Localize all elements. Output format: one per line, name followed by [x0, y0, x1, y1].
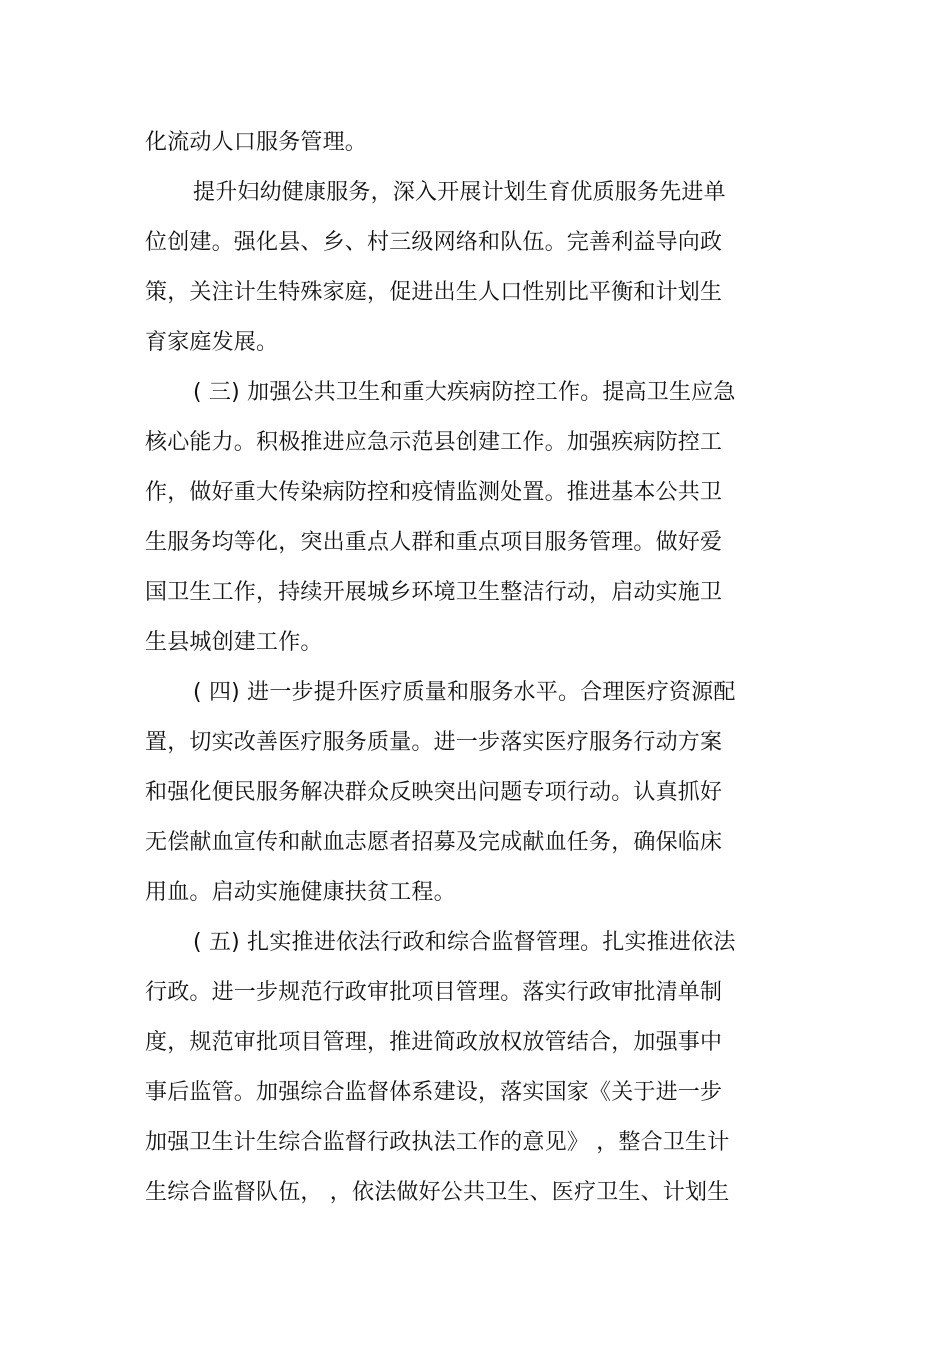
text-line: 用血。启动实施健康扶贫工程。 [145, 880, 456, 905]
text-line: 置，切实改善医疗服务质量。进一步落实医疗服务行动方案 [145, 730, 723, 755]
text-line: 策，关注计生特殊家庭，促进出生人口性别比平衡和计划生 [145, 280, 723, 305]
text-line: 提升妇幼健康服务，深入开展计划生育优质服务先进单 [193, 180, 726, 205]
text-line: 生综合监督队伍， ，依法做好公共卫生、医疗卫生、计划生 [145, 1180, 730, 1205]
text-line: ( 五) 扎实推进依法行政和综合监督管理。扎实推进依法 [193, 930, 736, 955]
text-line: 位创建。强化县、乡、村三级网络和队伍。完善利益导向政 [145, 230, 723, 255]
text-line: 国卫生工作，持续开展城乡环境卫生整洁行动，启动实施卫 [145, 580, 723, 605]
text-line: ( 三) 加强公共卫生和重大疾病防控工作。提高卫生应急 [193, 380, 736, 405]
text-line: 作，做好重大传染病防控和疫情监测处置。推进基本公共卫 [145, 480, 723, 505]
text-line: 事后监管。加强综合监督体系建设，落实国家《关于进一步 [145, 1080, 723, 1105]
text-line: 核心能力。积极推进应急示范县创建工作。加强疾病防控工 [145, 430, 723, 455]
text-line: 度，规范审批项目管理，推进简政放权放管结合，加强事中 [145, 1030, 723, 1055]
text-line: ( 四) 进一步提升医疗质量和服务水平。合理医疗资源配 [193, 680, 736, 705]
text-line: 化流动人口服务管理。 [145, 130, 368, 155]
text-line: 行政。进一步规范行政审批项目管理。落实行政审批清单制 [145, 980, 723, 1005]
text-line: 育家庭发展。 [145, 330, 279, 355]
text-line: 无偿献血宣传和献血志愿者招募及完成献血任务，确保临床 [145, 830, 723, 855]
text-line: 生服务均等化，突出重点人群和重点项目服务管理。做好爱 [145, 530, 723, 555]
text-line: 生县城创建工作。 [145, 630, 323, 655]
text-line: 加强卫生计生综合监督行政执法工作的意见》 ，整合卫生计 [145, 1130, 730, 1155]
text-line: 和强化便民服务解决群众反映突出问题专项行动。认真抓好 [145, 780, 723, 805]
